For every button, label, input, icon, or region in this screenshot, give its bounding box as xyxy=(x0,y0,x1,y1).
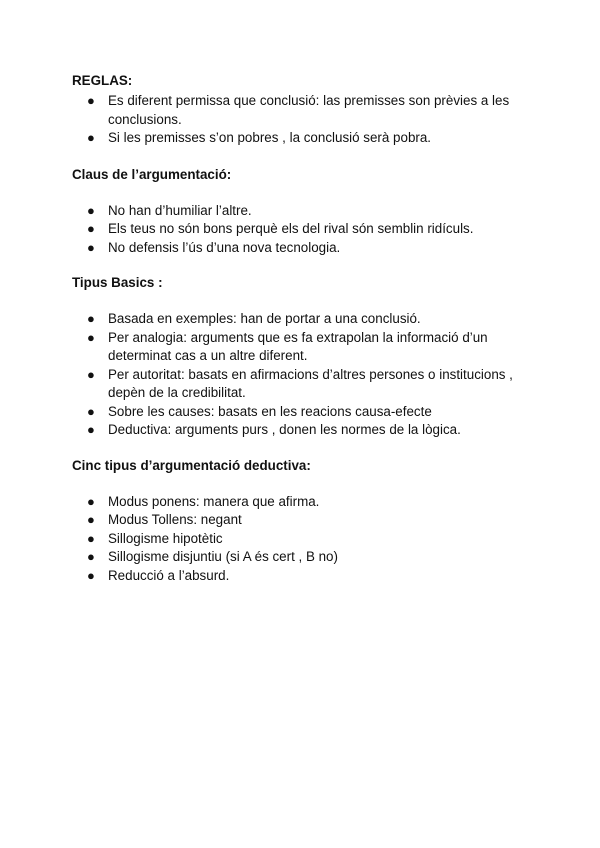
bullet-icon: ● xyxy=(87,512,95,527)
bullet-icon: ● xyxy=(87,422,95,437)
list-item-text: Es diferent permissa que conclusió: las premisses son prèvies a les conclusions. xyxy=(108,93,510,127)
list-item-text: Modus Tollens: negant xyxy=(108,512,242,527)
list-item xyxy=(72,548,524,567)
list-item-text: Per analogia: arguments que es fa extrapolan la informació d’un determinat cas a un altre diferent. xyxy=(108,329,488,363)
list-item-text: Sillogisme hipotètic xyxy=(108,530,223,546)
bullet-icon: ● xyxy=(87,403,95,419)
list-item-text: Reducció a l’absurd. xyxy=(108,567,230,583)
bullet-icon: ● xyxy=(87,530,95,546)
bullet-icon: ● xyxy=(87,493,95,509)
section-heading-claus: Claus de l’argumentació: xyxy=(72,166,232,182)
list-item-text: Si les premisses s’on pobres , la conclusió serà pobra. xyxy=(108,130,432,145)
list-item xyxy=(72,366,524,403)
list-item xyxy=(72,403,524,422)
list-item xyxy=(72,310,524,329)
list-item xyxy=(72,239,524,258)
list-item xyxy=(72,220,524,239)
reglas-list xyxy=(72,92,524,148)
bullet-icon: ● xyxy=(87,567,95,583)
list-item-text: Per autoritat: basats en afirmacions d’altres persones o institucions , depèn de la credibilitat. xyxy=(108,366,513,400)
document-page xyxy=(72,72,524,585)
bullet-icon: ● xyxy=(87,221,95,236)
list-item xyxy=(72,530,524,549)
section-heading-cinc-tipus: Cinc tipus d’argumentació deductiva: xyxy=(72,457,311,473)
bullet-icon: ● xyxy=(87,366,95,382)
list-item-text: Basada en exemples: han de portar a una conclusió. xyxy=(108,311,421,326)
list-item-text: Sillogisme disjuntiu (si A és cert , B no) xyxy=(108,549,338,564)
list-item-text: Modus ponens: manera que afirma. xyxy=(108,493,320,509)
claus-list xyxy=(72,202,524,258)
bullet-icon: ● xyxy=(87,93,95,108)
section-heading-reglas: REGLAS: xyxy=(72,73,133,88)
list-item xyxy=(72,329,524,366)
list-item-text: No han d’humiliar l’altre. xyxy=(108,202,252,218)
bullet-icon: ● xyxy=(87,239,95,255)
list-item xyxy=(72,567,524,586)
bullet-icon: ● xyxy=(87,311,95,326)
list-item-text: No defensis l’ús d’una nova tecnologia. xyxy=(108,239,341,255)
tipus-basics-list xyxy=(72,310,524,440)
list-item-text: Els teus no són bons perquè els del rival són semblin ridículs. xyxy=(108,221,474,236)
bullet-icon: ● xyxy=(87,202,95,218)
section-heading-tipus-basics: Tipus Basics : xyxy=(72,275,163,290)
bullet-icon: ● xyxy=(87,130,95,145)
list-item-text: Sobre les causes: basats en les reacions causa-efecte xyxy=(108,403,432,419)
bullet-icon: ● xyxy=(87,549,95,564)
list-item xyxy=(72,493,524,512)
cinc-tipus-list xyxy=(72,493,524,586)
list-item xyxy=(72,92,524,129)
list-item xyxy=(72,129,524,148)
list-item xyxy=(72,202,524,221)
list-item-text: Deductiva: arguments purs , donen les normes de la lògica. xyxy=(108,422,461,437)
list-item xyxy=(72,421,524,440)
list-item xyxy=(72,511,524,530)
bullet-icon: ● xyxy=(87,329,95,345)
